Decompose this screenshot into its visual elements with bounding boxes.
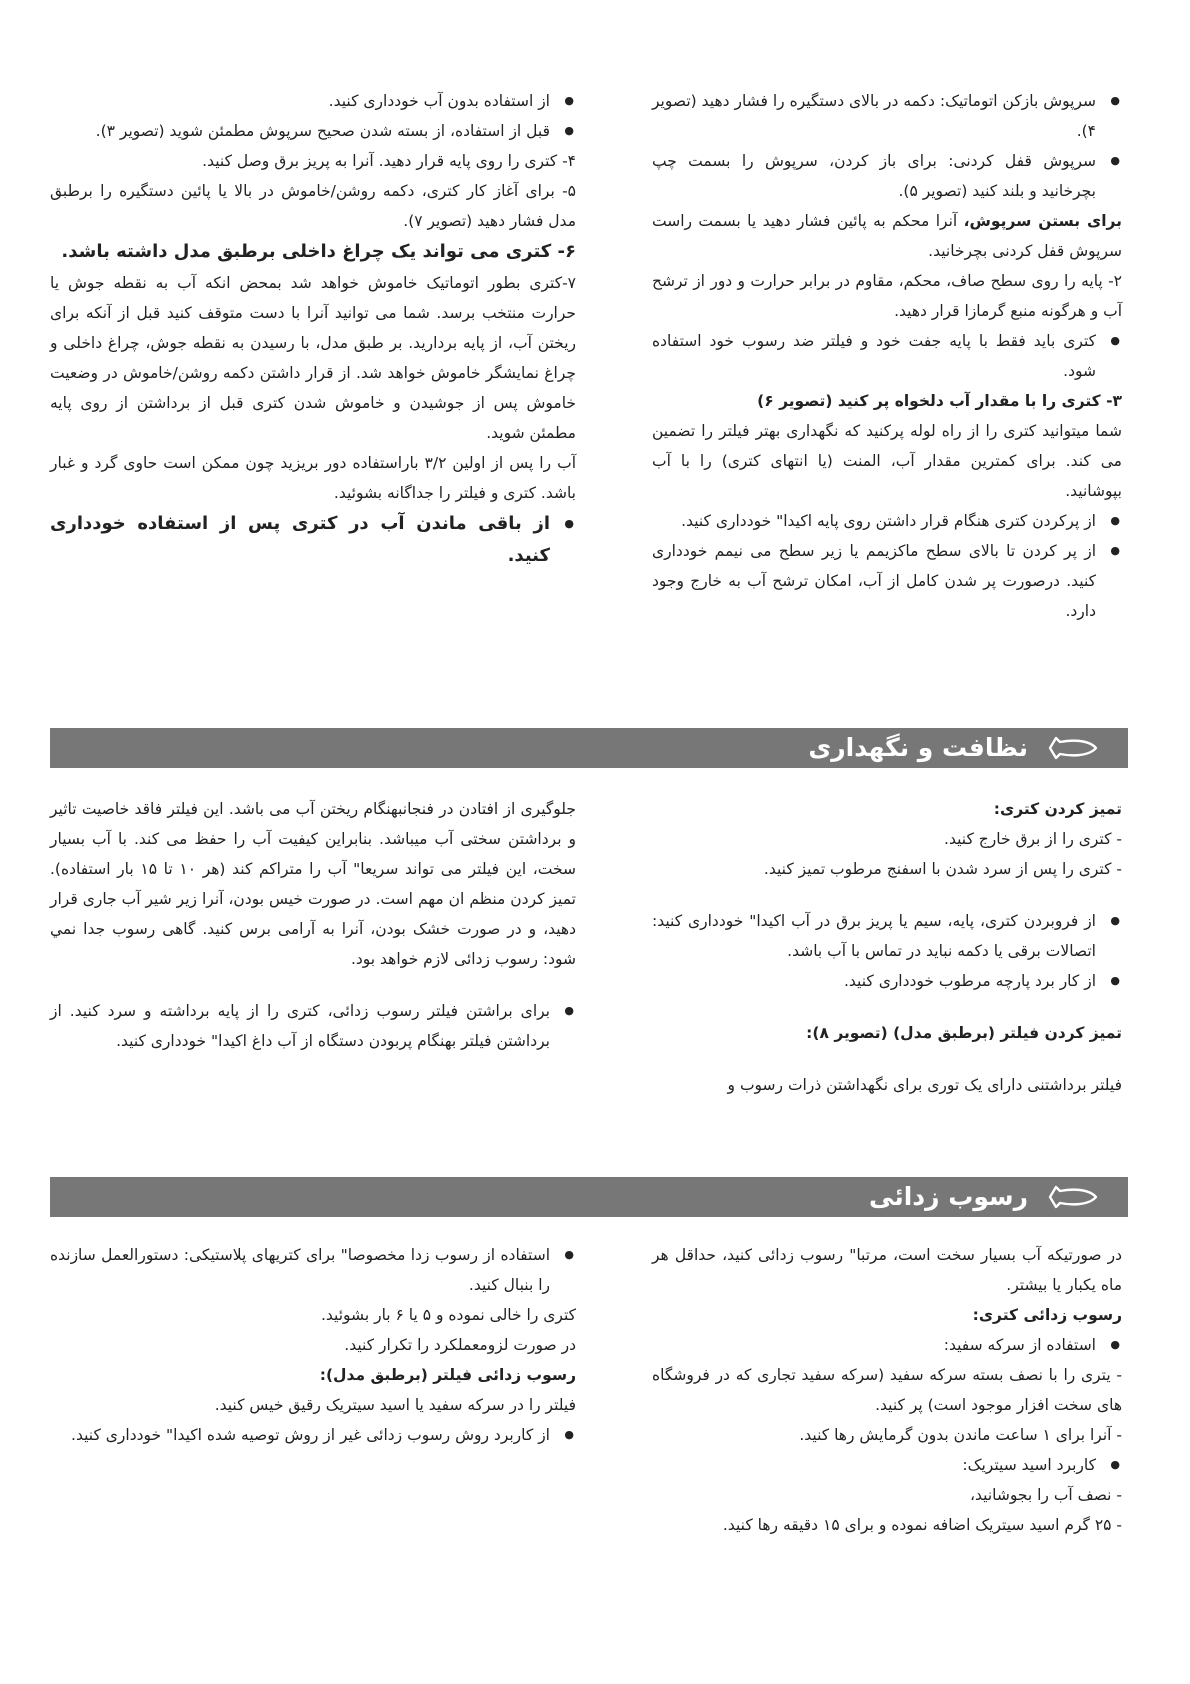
filter-soak-text: فیلتر را در سرکه سفید یا اسید سیتریک رقیق خیس کنید.	[214, 1396, 576, 1414]
step-3-heading: ۳- کتری را با مقدار آب دلخواه پر کنید (تصویر ۶)	[757, 392, 1122, 410]
dash-item: - کتری را پس از سرد شدن با اسفنج مرطوب تمیز کنید.	[763, 860, 1122, 878]
s2-left-list	[50, 996, 576, 1056]
descale-kettle-heading: رسوب زدائی کتری:	[972, 1306, 1122, 1324]
s1-right-list-b	[652, 326, 1122, 386]
list-item: ● استفاده از سرکه سفید:	[652, 1330, 1122, 1360]
s2-left-column	[50, 794, 576, 1056]
filter-text-start: فیلتر برداشتنی دارای یک توری برای نگهداشتن ذرات رسوب و	[727, 1076, 1122, 1094]
s1-right-column	[652, 86, 1122, 626]
dash-item: - یتری را با نصف بسته سرکه سفید (سرکه سفید تجاری که در فروشگاه های سخت افزار موجود است) پر کنید.	[652, 1366, 1122, 1414]
list-item: ● از فروبردن کتری، پایه، سیم یا پریز برق در آب اکیدا" خودداری کنید: اتصالات برقی یا دکمه نباید در تماس با آب باشد.	[652, 906, 1122, 966]
dash-item: - ۲۵ گرم اسید سیتریک اضافه نموده و برای ۱۵ دقیقه رها کنید.	[722, 1516, 1122, 1534]
arrow-icon	[1048, 1185, 1100, 1209]
descale-filter-heading: رسوب زدائی فیلتر (برطبق مدل):	[319, 1366, 576, 1384]
list-item: ● از کار برد پارچه مرطوب خودداری کنید.	[652, 966, 1122, 996]
step-6: ۶- کتری می تواند یک چراغ داخلی برطبق مدل داشته باشد.	[61, 241, 576, 262]
list-item: ● قبل از استفاده، از بسته شدن صحیح سرپوش مطمئن شوید (تصویر ۳).	[50, 116, 576, 146]
list-item: ● از پرکردن کتری هنگام قرار داشتن روی پایه اکیدا" خودداری کنید.	[652, 506, 1122, 536]
s3-right-column	[652, 1240, 1122, 1540]
dash-item: - آنرا برای ۱ ساعت ماندن بدون گرمایش رها کنید.	[799, 1426, 1122, 1444]
repeat-text: در صورت لزومعملکرد را تکرار کنید.	[344, 1336, 576, 1354]
descale-intro: در صورتیکه آب بسیار سخت است، مرتبا" رسوب زدائی کنید، حداقل هر ماه یکبار یا بیشتر.	[652, 1246, 1122, 1294]
s3-left-column	[50, 1240, 576, 1450]
lid-close-paragraph	[652, 206, 1122, 266]
s2-right-list	[652, 906, 1122, 996]
step-7: ۷-کتری بطور اتوماتیک خاموش خواهد شد بمحض انکه آب به نقطه جوش یا حرارت منتخب برسد. شما می توانید آنرا با دست متوقف کنید قبل از آنکه برای ریختن آب، از پایه برداريد. بر طبق مدل، با رسیدن به نقطه جوش، چراغ داخلی و چراغ نمایشگر خاموش خواهد شد. از قرار داشتن دکمه روشن/خاموش در وضعیت خاموش پس از جوشیدن و خاموش شدن کتری قبل از برداشتن از روی پایه مطمئن شوید.	[50, 274, 576, 442]
list-item: ● کاربرد اسید سیتریک:	[652, 1450, 1122, 1480]
list-item: ● برای براشتن فیلتر رسوب زدائی، کتری را از پایه برداشته و سرد کنید. از برداشتن فیلتر بهنگام پربودن دستگاه از آب داغ اکیدا" خودداری کنید.	[50, 996, 576, 1056]
s1-right-list-a	[652, 86, 1122, 206]
s1-right-list-c	[652, 506, 1122, 626]
filter-text-cont: جلوگیری از افتادن در فنجانبهنگام ریختن آب می باشد. این فیلتر فاقد خاصیت تاثیر و برداشتن سختی آب میباشد. بنابراین کیفیت آب را حفظ می کند. با آب بسیار سخت، این فیلتر می تواند سریعا" آب را متراکم کند (هر ۱۰ تا ۱۵ بار استفاده). تمیز کردن منظم ان مهم است. در صورت خیس بودن، آنرا زیر شیر آب جاری قرار دهید، و در صورت خشک بودن، آنرا به آرامی برس کنید. گاهی رسوب جدا نمي شود: رسوب زدائی لازم خواهد بود.	[50, 800, 577, 968]
lid-close-text: آنرا محکم به پائین فشار دهید یا بسمت راست سرپوش قفل کردنی بچرخانید.	[652, 212, 1122, 260]
list-item: ● از باقی ماندن آب در کتری پس از استفاده خودداری کنید.	[50, 508, 576, 572]
s2-right-column	[652, 794, 1122, 1100]
list-item: ● استفاده از رسوب زدا مخصوصا" برای کتریهای پلاستیکی: دستورالعمل سازنده را بنبال کنید.	[50, 1240, 576, 1300]
lid-close-label: برای بستن سرپوش،	[963, 212, 1122, 230]
dash-item: - کتری را از برق خارج کنید.	[944, 830, 1122, 848]
list-item: ● از استفاده بدون آب خودداری کنید.	[50, 86, 576, 116]
s1-left-list-a	[50, 86, 576, 146]
list-item: ● سرپوش قفل کردنی: برای باز کردن، سرپوش را بسمت چپ بچرخانید و بلند کنید (تصویر ۵).	[652, 146, 1122, 206]
cleaning-filter-heading: تمیز کردن فیلتر (برطبق مدل) (تصویر ۸):	[806, 1024, 1122, 1042]
first-use-note: آب را پس از اولین ۳/۲ باراستفاده دور بریزید چون ممکن است حاوی گرد و غبار باشد. کتری و فیلتر را جداگانه بشوئید.	[50, 454, 576, 502]
section-bar-cleaning	[50, 728, 1128, 768]
list-item: ● از کاربرد روش رسوب زدائی غیر از روش توصیه شده اکیدا" خودداری کنید.	[50, 1420, 576, 1450]
list-item: ● از پر کردن تا بالای سطح ماکزیمم یا زیر سطح می نیمم خودداری کنید. درصورت پر شدن کامل از آب، امکان ترشح آب به خارج وجود دارد.	[652, 536, 1122, 626]
step-5: ۵- برای آغاز کار کتری، دکمه روشن/خاموش در بالا یا پائین دستگیره را برطبق مدل فشار دهید (تصویر ۷).	[50, 182, 576, 230]
s3-left-list-a	[50, 1240, 576, 1300]
cleaning-kettle-heading: تمیز کردن کتری:	[993, 800, 1122, 818]
section-bar-descaling	[50, 1177, 1128, 1217]
step-4: ۴- کتری را روی پایه قرار دهید. آنرا به پریز برق وصل کنید.	[202, 152, 576, 170]
list-item: ● سرپوش بازکن اتوماتیک: دکمه در بالای دستگیره را فشار دهید (تصویر ۴).	[652, 86, 1122, 146]
rinse-text: کتری را خالی نموده و ۵ یا ۶ بار بشوئید.	[320, 1306, 576, 1324]
step-2: ۲- پایه را روی سطح صاف، محکم، مقاوم در برابر حرارت و دور از ترشح آب و هرگونه منبع گرمازا قرار دهید.	[652, 272, 1122, 320]
s1-left-column	[50, 86, 576, 572]
section-title-descaling: رسوب زدائی	[869, 1182, 1028, 1211]
arrow-icon	[1048, 736, 1100, 760]
s3-right-list-a	[652, 1330, 1122, 1360]
list-item: ● کتری باید فقط با پایه جفت خود و فیلتر ضد رسوب خود استفاده شود.	[652, 326, 1122, 386]
s3-left-list-b	[50, 1420, 576, 1450]
section-title-cleaning: نظافت و نگهداری	[808, 733, 1028, 762]
s3-right-list-b	[652, 1450, 1122, 1480]
dash-item: - نصف آب را بجوشانید،	[970, 1486, 1122, 1504]
step-3-text: شما میتوانید کتری را از راه لوله پرکنید که نگهداری بهتر فیلتر را تضمین می کند. برای کمترین مقدار آب، المنت (یا انتهای کتری) را با آب بپوشانید.	[652, 422, 1122, 500]
s1-left-list-b	[50, 508, 576, 572]
